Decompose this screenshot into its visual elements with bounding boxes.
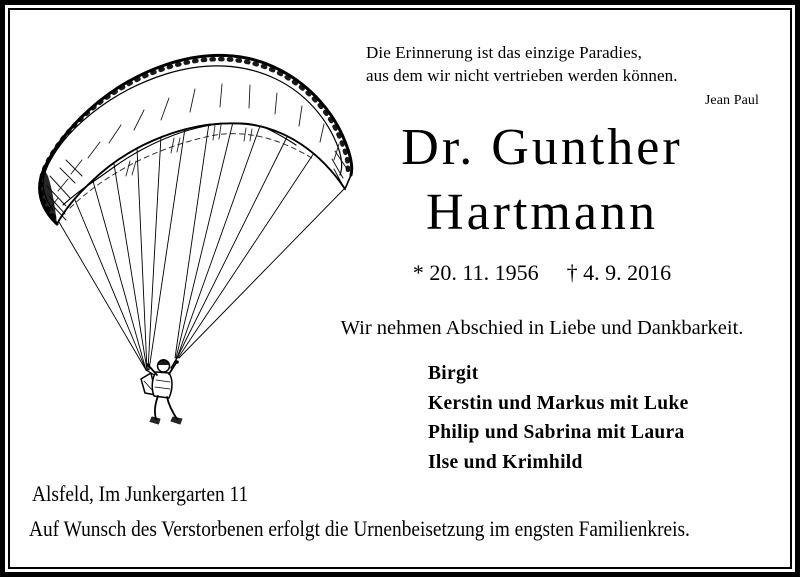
deceased-name <box>317 115 767 245</box>
quote-line-2: aus dem wir nicht vertrieben werden können. <box>366 66 678 85</box>
mourners-list <box>428 359 689 478</box>
mourner-line: Ilse und Krimhild <box>428 452 583 474</box>
birth-date: * 20. 11. 1956 <box>412 260 539 285</box>
memorial-quote <box>366 41 759 112</box>
mourner-line: Birgit <box>428 363 479 384</box>
closing-line: Auf Wunsch des Verstorbenen erfolgt die Urnenbeisetzung im engsten Familienkreis. <box>29 516 690 541</box>
quote-attribution: Jean Paul <box>704 93 759 108</box>
mourner-line: Philip und Sabrina mit Laura <box>428 422 685 444</box>
deceased-name-line-2: Hartmann <box>426 184 658 241</box>
deceased-name-line-1: Dr. Gunther <box>401 119 683 176</box>
quote-line-1: Die Erinnerung ist das einzige Paradies, <box>366 43 642 62</box>
life-dates <box>317 260 767 286</box>
address-line: Alsfeld, Im Junkergarten 11 <box>32 481 249 506</box>
paraglider-icon <box>30 48 362 446</box>
farewell-line: Wir nehmen Abschied in Liebe und Dankbarkeit. <box>340 317 744 339</box>
canopy <box>40 55 352 224</box>
mourner-line: Kerstin und Markus mit Luke <box>428 392 689 414</box>
death-date: † 4. 9. 2016 <box>566 260 672 285</box>
